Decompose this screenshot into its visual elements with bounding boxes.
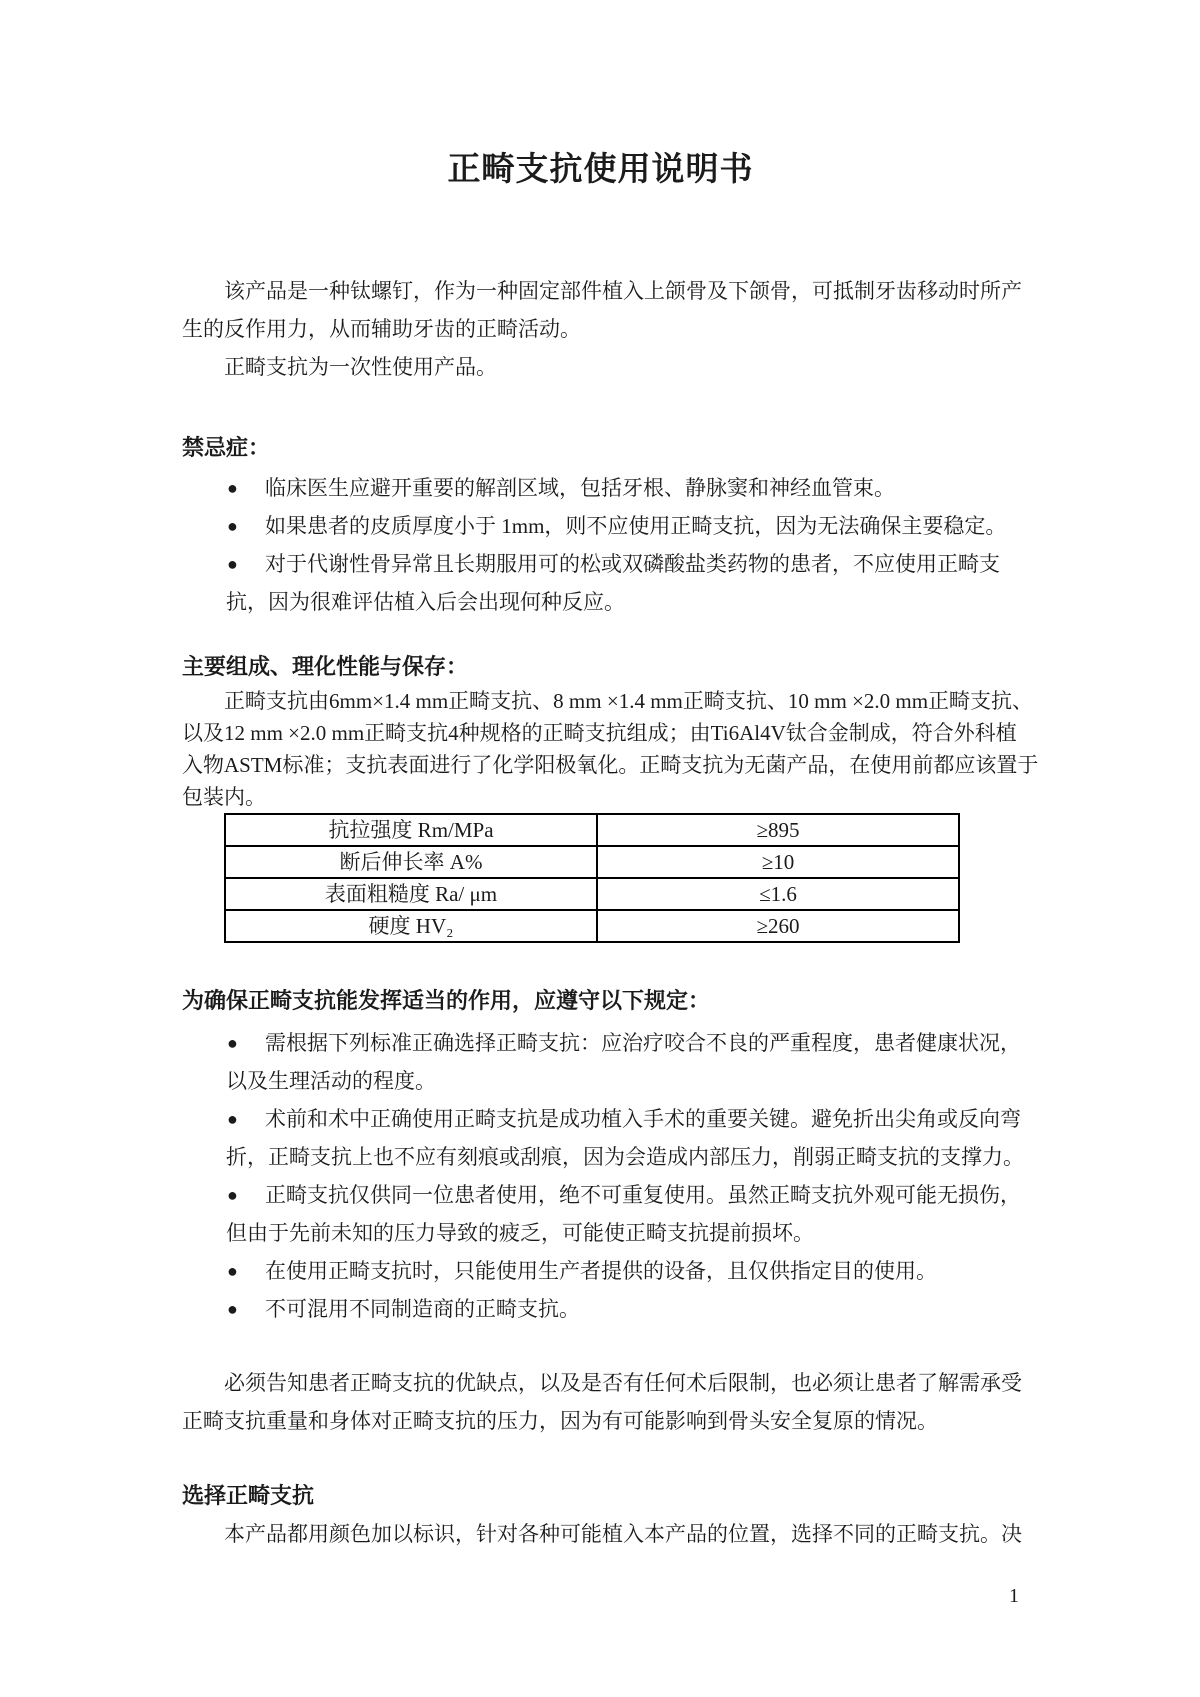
intro-paragraph	[182, 272, 1022, 348]
text-line: 入物ASTM标准；支抗表面进行了化学阳极氧化。正畸支抗为无菌产品，在使用前都应该置于	[182, 753, 1039, 777]
table-row	[225, 878, 959, 910]
text-line: 正畸支抗仅供同一位患者使用，绝不可重复使用。虽然正畸支抗外观可能无损伤，	[265, 1183, 1021, 1207]
list-item	[182, 1252, 1019, 1290]
list-item	[182, 545, 1019, 621]
table-row	[225, 846, 959, 878]
text-line: 临床医生应避开重要的解剖区域，包括牙根、静脉窦和神经血管束。	[265, 476, 895, 500]
list-item	[182, 507, 1019, 545]
table-cell-label: 抗拉强度 Rm/MPa	[225, 814, 597, 846]
bullet-icon: ●	[227, 1109, 238, 1129]
composition-paragraph	[182, 685, 1039, 813]
text-line: 需根据下列标准正确选择正畸支抗：应治疗咬合不良的严重程度，患者健康状况，	[265, 1031, 1021, 1055]
bullet-icon: ●	[227, 1185, 238, 1205]
text-line: 不可混用不同制造商的正畸支抗。	[265, 1297, 580, 1321]
bullet-icon: ●	[227, 1261, 238, 1281]
table-cell-label: 硬度 HV₂	[225, 910, 597, 942]
list-item	[182, 1100, 1024, 1176]
rules-list	[182, 1024, 1024, 1328]
table-cell-value: ≥10	[597, 846, 959, 878]
text-line: 术前和术中正确使用正畸支抗是成功植入手术的重要关键。避免折出尖角或反向弯	[265, 1107, 1021, 1131]
text-line: 折，正畸支抗上也不应有刻痕或刮痕，因为会造成内部压力，削弱正畸支抗的支撑力。	[226, 1145, 1024, 1169]
section-heading-composition: 主要组成、理化性能与保存：	[182, 654, 469, 679]
text-line: 正畸支抗为一次性使用产品。	[224, 355, 497, 379]
patient-info-paragraph	[182, 1364, 1022, 1440]
table-cell-label: 断后伸长率 A%	[225, 846, 597, 878]
bullet-icon: ●	[227, 1033, 238, 1053]
text-line: 以及生理活动的程度。	[226, 1069, 436, 1093]
selection-paragraph	[182, 1515, 1022, 1553]
text-line: 本产品都用颜色加以标识，针对各种可能植入本产品的位置，选择不同的正畸支抗。决	[224, 1522, 1022, 1546]
text-line: 对于代谢性骨异常且长期服用可的松或双磷酸盐类药物的患者，不应使用正畸支	[265, 552, 1000, 576]
text-line: 必须告知患者正畸支抗的优缺点，以及是否有任何术后限制，也必须让患者了解需承受	[224, 1371, 1022, 1395]
text-line: 正畸支抗重量和身体对正畸支抗的压力，因为有可能影响到骨头安全复原的情况。	[182, 1409, 938, 1433]
text-line: 正畸支抗由6mm×1.4 mm正畸支抗、8 mm ×1.4 mm正畸支抗、10 mm ×2.0 mm正畸支抗、	[224, 689, 1034, 713]
properties-table	[224, 813, 960, 943]
table-cell-label: 表面粗糙度 Ra/ μm	[225, 878, 597, 910]
single-use-paragraph	[182, 348, 1019, 386]
text-line: 该产品是一种钛螺钉，作为一种固定部件植入上颌骨及下颌骨，可抵制牙齿移动时所产	[224, 279, 1022, 303]
list-item	[182, 1176, 1019, 1252]
table-cell-value: ≤1.6	[597, 878, 959, 910]
text-line: 在使用正畸支抗时，只能使用生产者提供的设备，且仅供指定目的使用。	[265, 1259, 937, 1283]
text-line: 抗，因为很难评估植入后会出现何种反应。	[226, 590, 625, 614]
section-heading-rules: 为确保正畸支抗能发挥适当的作用，应遵守以下规定：	[182, 988, 711, 1013]
section-heading-selection: 选择正畸支抗	[182, 1483, 315, 1508]
section-heading-contraindications: 禁忌症：	[182, 435, 271, 460]
bullet-icon: ●	[227, 516, 238, 536]
contraindications-list	[182, 469, 1019, 621]
bullet-icon: ●	[227, 478, 238, 498]
document-title: 正畸支抗使用说明书	[447, 152, 754, 188]
page-number: 1	[1009, 1585, 1019, 1607]
bullet-icon: ●	[227, 554, 238, 574]
text-line: 但由于先前未知的压力导致的疲乏，可能使正畸支抗提前损坏。	[226, 1221, 814, 1245]
table-cell-value: ≥260	[597, 910, 959, 942]
text-line: 包装内。	[182, 785, 266, 809]
list-item	[182, 469, 1019, 507]
table-row	[225, 910, 959, 942]
list-item	[182, 1024, 1019, 1100]
text-line: 生的反作用力，从而辅助牙齿的正畸活动。	[182, 317, 581, 341]
text-line: 如果患者的皮质厚度小于 1mm，则不应使用正畸支抗，因为无法确保主要稳定。	[265, 514, 1007, 538]
bullet-icon: ●	[227, 1299, 238, 1319]
table-cell-value: ≥895	[597, 814, 959, 846]
table-row	[225, 814, 959, 846]
list-item	[182, 1290, 1019, 1328]
text-line: 以及12 mm ×2.0 mm正畸支抗4种规格的正畸支抗组成；由Ti6Al4V钛合金制成，符合外科植	[182, 721, 1017, 745]
